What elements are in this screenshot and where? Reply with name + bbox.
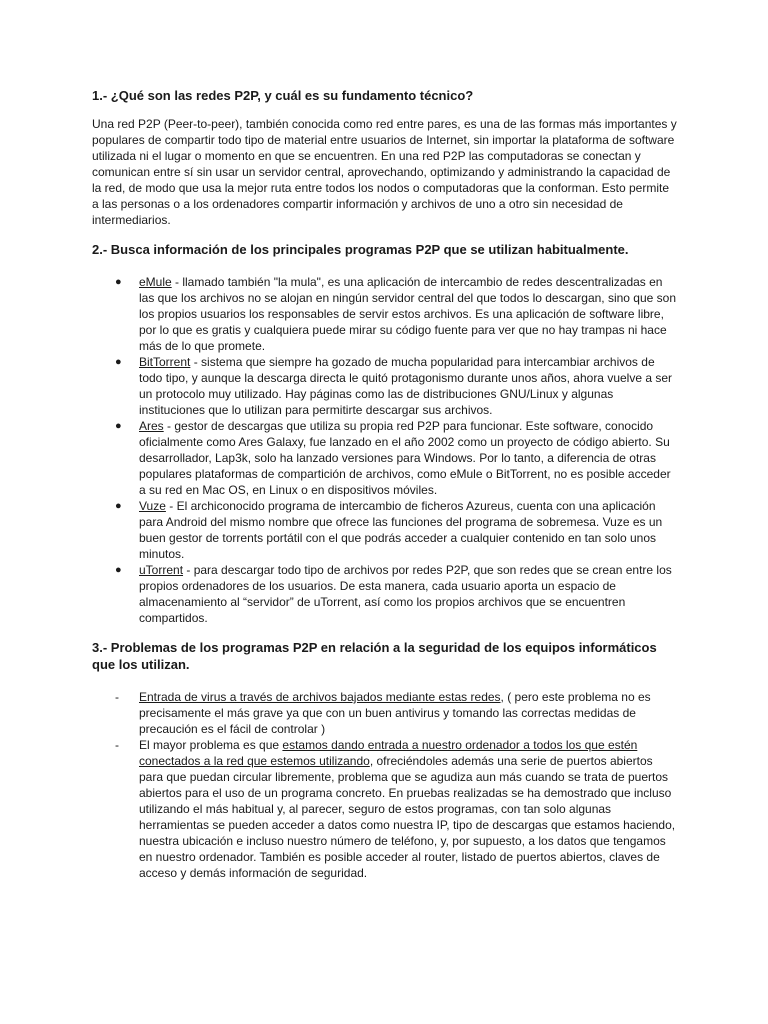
- program-link-emule[interactable]: eMule: [139, 275, 172, 289]
- program-description: - llamado también "la mula", es una aplicación de intercambio de redes descentralizadas en las que los archivos no se alojan en ningún servidor central del que todos lo descargan, sino que son los propios usuarios los responsables de servir estos archivos. Es una aplicación de software libre, por lo que es gratis y cualquiera puede mirar su código fuente para ver que no hay trampas ni hace más de lo que promete.: [139, 275, 677, 353]
- list-item-open-ports: [115, 737, 678, 881]
- list-item-virus: [115, 689, 678, 737]
- program-description: - para descargar todo tipo de archivos por redes P2P, que son redes que se crean entre los propios ordenadores de los usuarios. De esta manera, cada usuario aporta un espacio de almacenamiento al “servidor” de uTorrent, así como los propios archivos que se encuentren compartidos.: [139, 563, 672, 625]
- item-text: , ( pero este problema no es precisamente el más grave ya que con un buen antivirus y tomando las correctas medidas de precaución es el fácil de controlar ): [139, 690, 651, 736]
- item-text: , ofreciéndoles además una serie de puertos abiertos para que puedan circular libremente, problema que se agudiza aun más cuando se trata de puertos abiertos para el uso de un programa concreto. En pruebas realizadas se ha demostrado que incluso utilizando el más habitual y, al parecer, seguro de estos programas, con tan solo algunas herramientas se pueden acceder a datos como nuestra IP, tipo de descargas que estamos haciendo, nuestra ubicación e incluso nuestro número de teléfono, y, por supuesto, a los datos que tengamos en nuestro ordenador. También es posible acceder al router, listado de puertos abiertos, claves de acceso y demás información de seguridad.: [139, 754, 676, 880]
- dash-icon: -: [115, 738, 119, 752]
- bullet-icon: ●: [115, 420, 122, 432]
- section-1-paragraph: Una red P2P (Peer-to-peer), también conocida como red entre pares, es una de las formas más importantes y populares de compartir todo tipo de material entre usuarios de Internet, sin importar la plataforma de software utilizada ni el lugar o momento en que se encuentren. En una red P2P las computadoras se conectan y comunican entre sí sin usar un servidor central, aprovechando, optimizando y administrando la capacidad de la red, de modo que usa la mejor ruta entre todos los nodos o computadoras que la conforman. Esto permite a las personas o a los ordenadores compartir información y archivos de uno a otro sin necesidad de intermediarios.: [92, 117, 677, 227]
- dash-icon: -: [115, 690, 119, 704]
- list-item-vuze: [115, 498, 678, 562]
- program-description: - sistema que siempre ha gozado de mucha popularidad para intercambiar archivos de todo tipo, y aunque la descarga directa le quitó protagonismo durante unos años, ahora vuelve a ser un protocolo muy utilizado. Hay páginas como las de distribuciones GNU/Linux y algunas instituciones que lo utilizan para permitirte descargar sus archivos.: [139, 355, 673, 417]
- bullet-icon: ●: [115, 500, 122, 512]
- item-lead: El mayor problema es que: [139, 738, 283, 752]
- list-item-emule: [115, 274, 678, 354]
- bullet-icon: ●: [115, 356, 122, 368]
- security-problems-list: [92, 689, 678, 881]
- program-link-utorrent[interactable]: uTorrent: [139, 563, 184, 577]
- list-item-utorrent: [115, 562, 678, 626]
- underlined-phrase: Entrada de virus a través de archivos bajados mediante estas redes: [139, 690, 501, 704]
- section-2-heading: 2.- Busca información de los principales programas P2P que se utilizan habitualmente.: [92, 242, 629, 257]
- bullet-icon: ●: [115, 276, 122, 288]
- program-description: - El archiconocido programa de intercambio de ficheros Azureus, cuenta con una aplicación para Android del mismo nombre que ofrece las funciones del programa de sobremesa. Vuze es un buen gestor de torrents portátil con el que podrás acceder a cualquier contenido en tan solo unos minutos.: [139, 499, 663, 561]
- program-link-vuze[interactable]: Vuze: [139, 499, 166, 513]
- program-link-bittorrent[interactable]: BitTorrent: [139, 355, 191, 369]
- section-1-heading: 1.- ¿Qué son las redes P2P, y cuál es su fundamento técnico?: [92, 88, 474, 103]
- p2p-programs-list: [92, 274, 678, 626]
- list-item-bittorrent: [115, 354, 678, 418]
- program-link-ares[interactable]: Ares: [139, 419, 164, 433]
- list-item-ares: [115, 418, 678, 498]
- bullet-icon: ●: [115, 564, 122, 576]
- program-description: - gestor de descargas que utiliza su propia red P2P para funcionar. Este software, conocido oficialmente como Ares Galaxy, fue lanzado en el año 2002 como un proyecto de código abierto. Su desarrollador, Lap3k, solo ha lanzado versiones para Windows. Por lo tanto, a diferencia de otras populares plataformas de compartición de archivos, como eMule o BitTorrent, no es posible acceder a su red en Mac OS, en Linux o en dispositivos móviles.: [139, 419, 671, 497]
- section-3-heading: 3.- Problemas de los programas P2P en relación a la seguridad de los equipos informáticos que los utilizan.: [92, 640, 657, 672]
- underlined-phrase: estamos dando entrada a nuestro ordenador a todos los que estén conectados a la red que estemos utilizando: [139, 738, 638, 768]
